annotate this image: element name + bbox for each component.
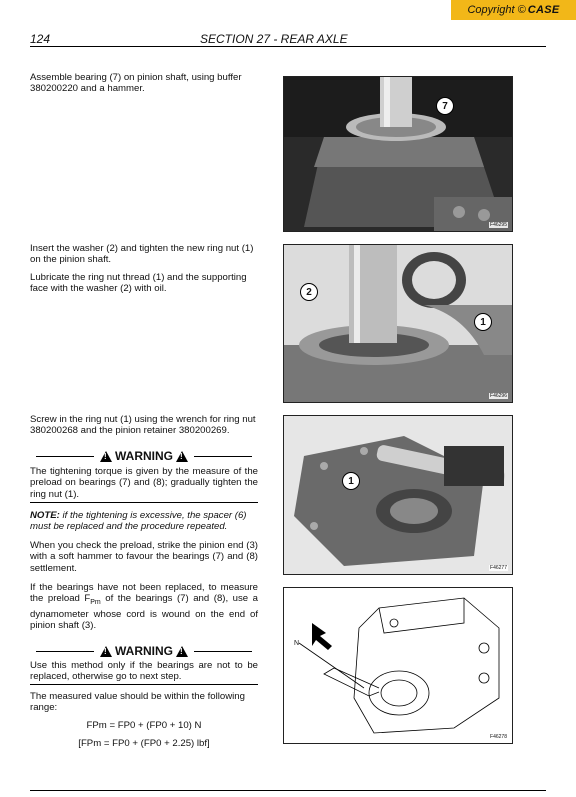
callout-1: 1 (474, 313, 492, 331)
copyright-text: Copyright © (467, 4, 526, 16)
page-number: 124 (30, 32, 51, 46)
warning-text: Use this method only if the bearings are not to be replaced, otherwise go to next step. (30, 660, 258, 683)
warning-divider (30, 502, 258, 503)
figure-id: F46278 (490, 734, 507, 740)
case-logo: CASE (527, 4, 560, 16)
step-measured-range: The measured value should be within the following range: (30, 691, 245, 714)
step-lubricate: Lubricate the ring nut thread (1) and the supporting face with the washer (2) with oil. (30, 272, 247, 295)
callout-7: 7 (436, 97, 454, 115)
warning-rule (194, 651, 252, 652)
figure-dynamometer-drawing (283, 587, 513, 744)
warning-rule (194, 456, 252, 457)
warning-header (30, 449, 258, 463)
dynamometer-label: N (294, 640, 300, 647)
figure-id: F46296 (490, 393, 507, 399)
callout-1: 1 (342, 472, 360, 490)
formula-lbf: [FPm = FP0 + (FP0 + 2.25) lbf] (78, 738, 210, 749)
note (30, 510, 258, 533)
warning-label: WARNING (115, 644, 173, 658)
warning-divider (30, 684, 258, 685)
figure-wrench-photo (283, 415, 513, 575)
warning-label: WARNING (115, 449, 173, 463)
step-assemble-bearing: Assemble bearing (7) on pinion shaft, using buffer 380200220 and a hammer. (30, 72, 242, 95)
figure-bearing-photo (283, 76, 513, 232)
preload-text-a: If the bearings have not been replaced, to measure the preload F (30, 582, 258, 605)
header-divider (30, 46, 546, 47)
copyright-banner (451, 0, 576, 20)
warning-rule (36, 651, 94, 652)
formula-newtons: FPm = FP0 + (FP0 + 10) N (86, 720, 202, 731)
warning-header (30, 644, 258, 658)
warning-text: The tightening torque is given by the measure of the preload on bearings (7) and (8); gradually tighten the ring nut (1). (30, 466, 258, 500)
step-insert-washer: Insert the washer (2) and tighten the new ring nut (1) on the pinion shaft. (30, 243, 254, 266)
warning-rule (36, 456, 94, 457)
preload-text-b: of the bearings (7) and (8), use a dynamometer whose cord is wound on the end of pinion shaft (3). (30, 593, 258, 632)
step-measure-preload (30, 582, 258, 632)
figure-id: F46277 (490, 565, 507, 571)
note-label: NOTE: (30, 510, 60, 521)
figure-ring-nut-photo (283, 244, 513, 403)
callout-2: 2 (300, 283, 318, 301)
warning-icon (176, 646, 188, 657)
warning-icon (176, 451, 188, 462)
preload-subscript: Pm (90, 599, 101, 607)
step-screw-ring-nut: Screw in the ring nut (1) using the wrench for ring nut 380200268 and the pinion retainer 380200269. (30, 414, 256, 437)
warning-icon (100, 646, 112, 657)
footer-divider (30, 790, 546, 791)
step-check-preload: When you check the preload, strike the pinion end (3) with a soft hammer to favour the bearings (7) and (8) settlement. (30, 540, 258, 574)
figure-id: F46295 (490, 222, 507, 228)
warning-icon (100, 451, 112, 462)
section-title: SECTION 27 - REAR AXLE (200, 32, 348, 46)
note-text: if the tightening is excessive, the spacer (6) must be replaced and the procedure repeated. (30, 510, 247, 533)
